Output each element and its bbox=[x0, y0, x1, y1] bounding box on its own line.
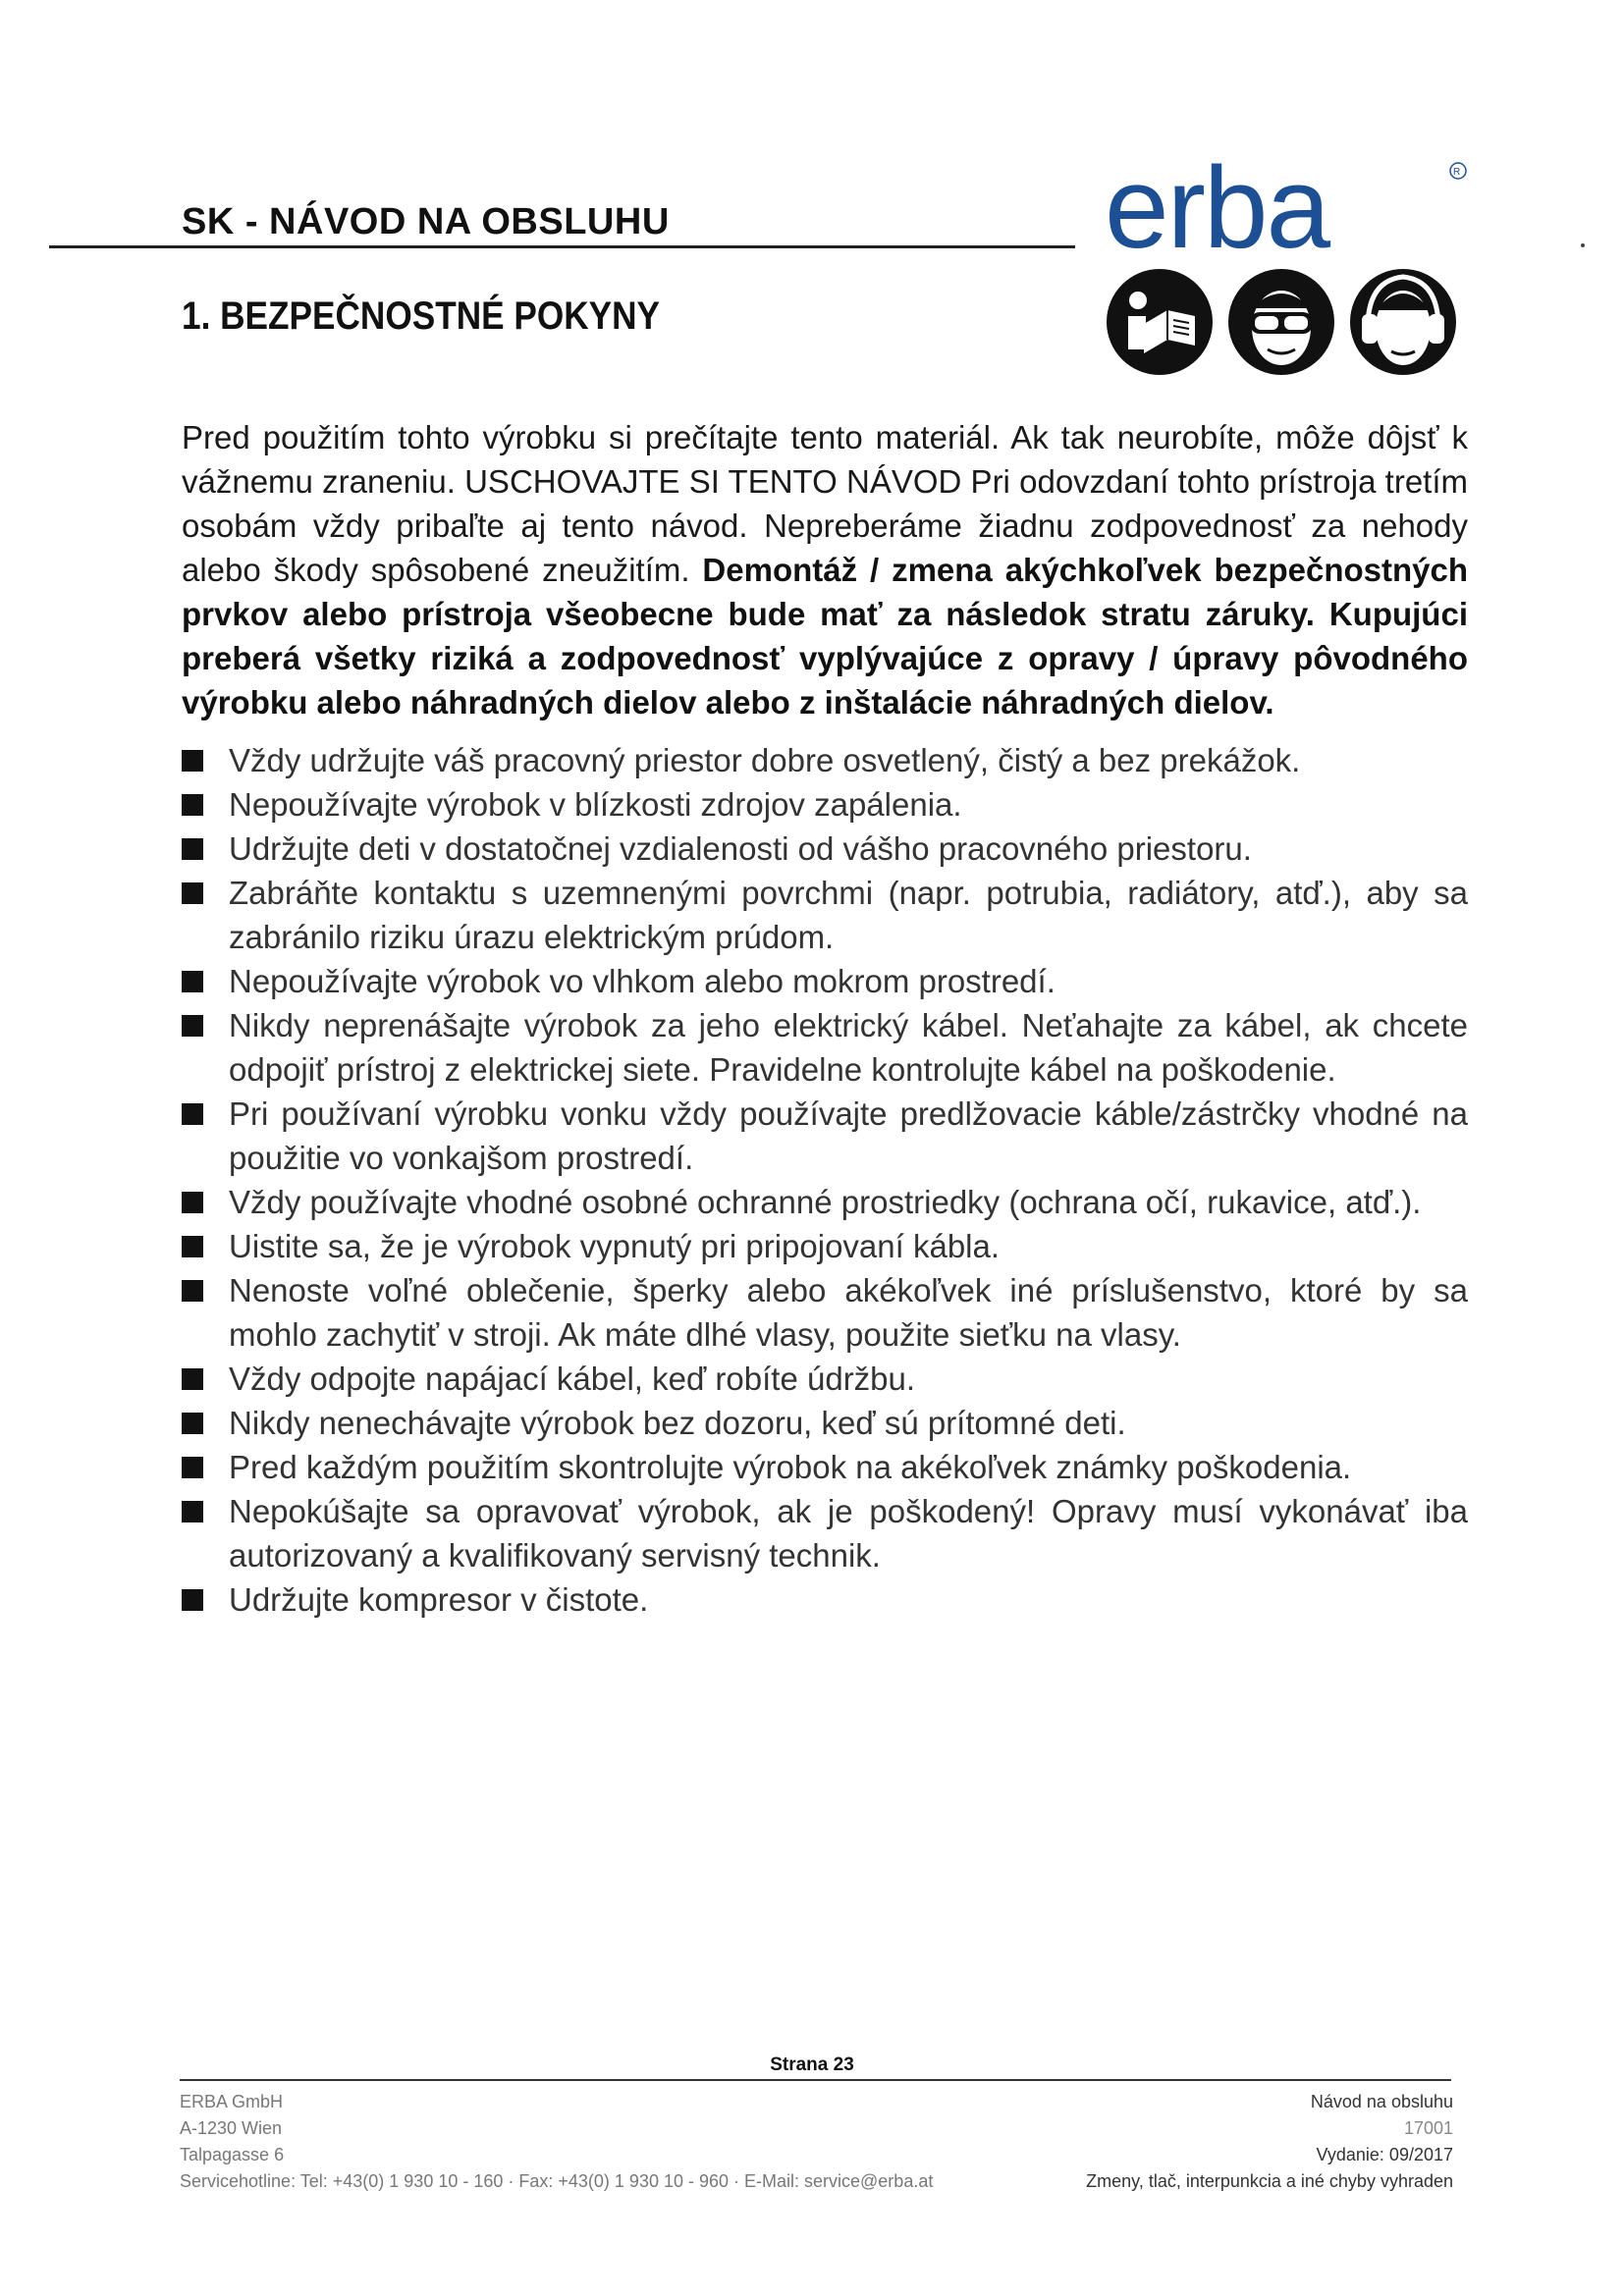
safety-rule-text: Pri používaní výrobku vonku vždy používajte predlžovacie káble/zástrčky vhodné na použitie vo vonkajšom prostredí. bbox=[229, 1095, 1468, 1176]
model-number: 17001 bbox=[1403, 2118, 1453, 2138]
section-title: 1. BEZPEČNOSTNÉ POKYNY bbox=[182, 294, 661, 338]
safety-rule-text: Udržujte kompresor v čistote. bbox=[229, 1581, 649, 1618]
square-bullet-icon bbox=[182, 971, 203, 992]
safety-rule-item bbox=[182, 738, 1468, 782]
footer-divider bbox=[180, 2079, 1451, 2081]
intro-warranty-warning: Demontáž / zmena akýchkoľvek bezpečnostných prvkov alebo prístroja všeobecne bude mať za následok stratu záruky. Kupujúci preberá všetky riziká a zodpovednosť vyplývajúce z opravy / úpravy pôvodného výrobku alebo náhradných dielov alebo z inštalácie náhradných dielov. bbox=[182, 552, 1468, 721]
safety-rule-item bbox=[182, 827, 1468, 871]
safety-rule-text: Nepoužívajte výrobok v blízkosti zdrojov zapálenia. bbox=[229, 786, 962, 823]
square-bullet-icon bbox=[182, 1501, 203, 1522]
safety-rule-item bbox=[182, 1445, 1468, 1489]
read-manual-icon bbox=[1107, 269, 1213, 375]
safety-rule-item bbox=[182, 959, 1468, 1003]
safety-rule-text: Vždy používajte vhodné osobné ochranné prostriedky (ochrana očí, rukavice, atď.). bbox=[229, 1184, 1422, 1220]
safety-rule-item bbox=[182, 782, 1468, 827]
safety-rule-item bbox=[182, 1489, 1468, 1577]
safety-rule-item bbox=[182, 1180, 1468, 1224]
safety-rule-text: Uistite sa, že je výrobok vypnutý pri pripojovaní kábla. bbox=[229, 1228, 1001, 1264]
safety-rule-text: Zabráňte kontaktu s uzemnenými povrchmi (napr. potrubia, radiátory, atď.), aby sa zabránilo riziku úrazu elektrickým prúdom. bbox=[229, 875, 1468, 955]
safety-rule-text: Nenoste voľné oblečenie, šperky alebo akékoľvek iné príslušenstvo, ktoré by sa mohlo zachytiť v stroji. Ak máte dlhé vlasy, použite sieťku na vlasy. bbox=[229, 1272, 1468, 1353]
intro-text: Pred použitím tohto výrobku si prečítajte tento materiál. Ak tak neurobíte, môže dôjsť k vážnemu zraneniu. USCHOVAJTE SI TENTO NÁVOD Pri odovzdaní tohto prístroja tretím osobám vždy pribaľte aj tento návod. Nepreberáme žiadnu zodpovednosť za nehody alebo škody spôsobené zneužitím. bbox=[182, 419, 1468, 588]
logo-text: erba bbox=[1105, 157, 1329, 260]
safety-rule-item bbox=[182, 1224, 1468, 1268]
safety-rule-item bbox=[182, 1357, 1468, 1401]
safety-rule-text: Udržujte deti v dostatočnej vzdialenosti od vášho pracovného priestoru. bbox=[229, 830, 1252, 867]
safety-rule-item bbox=[182, 1092, 1468, 1180]
square-bullet-icon bbox=[182, 1368, 203, 1390]
page-number: Strana 23 bbox=[770, 2055, 854, 2075]
square-bullet-icon bbox=[182, 1413, 203, 1434]
square-bullet-icon bbox=[182, 750, 203, 772]
square-bullet-icon bbox=[182, 1103, 203, 1125]
safety-rule-text: Nikdy nenechávajte výrobok bez dozoru, keď sú prítomné deti. bbox=[229, 1405, 1126, 1441]
safety-rule-item bbox=[182, 871, 1468, 959]
safety-rule-text: Nikdy neprenášajte výrobok za jeho elektrický kábel. Neťahajte za kábel, ak chcete odpojiť prístroj z elektrickej siete. Pravidelne kontrolujte kábel na poškodenie. bbox=[229, 1007, 1468, 1088]
safety-rule-text: Vždy odpojte napájací kábel, keď robíte údržbu. bbox=[229, 1361, 916, 1397]
intro-paragraph bbox=[182, 415, 1468, 724]
square-bullet-icon bbox=[182, 838, 203, 860]
disclaimer: Zmeny, tlač, interpunkcia a iné chyby vyhraden bbox=[1086, 2171, 1453, 2191]
square-bullet-icon bbox=[182, 1236, 203, 1257]
safety-icons bbox=[1105, 267, 1458, 377]
document-type: Návod na obsluhu bbox=[1310, 2092, 1453, 2111]
square-bullet-icon bbox=[182, 1192, 203, 1213]
square-bullet-icon bbox=[182, 1015, 203, 1037]
safety-rules-list bbox=[182, 738, 1468, 1622]
square-bullet-icon bbox=[182, 794, 203, 816]
company-street: Talpagasse 6 bbox=[180, 2145, 285, 2164]
ear-protection-icon bbox=[1350, 269, 1456, 375]
square-bullet-icon bbox=[182, 1280, 203, 1302]
safety-rule-item bbox=[182, 1268, 1468, 1357]
square-bullet-icon bbox=[182, 1589, 203, 1611]
safety-rule-item bbox=[182, 1003, 1468, 1092]
safety-rule-text: Pred každým použitím skontrolujte výrobok na akékoľvek známky poškodenia. bbox=[229, 1449, 1352, 1485]
eye-protection-icon bbox=[1228, 269, 1334, 375]
footer-company-info bbox=[180, 2089, 933, 2195]
safety-rule-item bbox=[182, 1401, 1468, 1445]
erba-logo bbox=[1105, 157, 1478, 260]
square-bullet-icon bbox=[182, 882, 203, 904]
company-name: ERBA GmbH bbox=[180, 2092, 284, 2111]
safety-rule-text: Nepoužívajte výrobok vo vlhkom alebo mokrom prostredí. bbox=[229, 963, 1056, 999]
header-title: SK - NÁVOD NA OBSLUHU bbox=[182, 201, 670, 242]
stray-dot bbox=[1581, 243, 1585, 247]
safety-rule-text: Vždy udržujte váš pracovný priestor dobre osvetlený, čistý a bez prekážok. bbox=[229, 742, 1301, 778]
footer-document-info bbox=[1086, 2089, 1453, 2195]
header-divider bbox=[49, 245, 1075, 248]
company-city: A-1230 Wien bbox=[180, 2118, 283, 2138]
safety-rule-text: Nepokúšajte sa opravovať výrobok, ak je poškodený! Opravy musí vykonávať iba autorizovaný a kvalifikovaný servisný technik. bbox=[229, 1493, 1468, 1574]
svg-text:R: R bbox=[1453, 167, 1461, 178]
service-hotline: Servicehotline: Tel: +43(0) 1 930 10 - 160 · Fax: +43(0) 1 930 10 - 960 · E-Mail: service@erba.at bbox=[180, 2171, 934, 2191]
edition: Vydanie: 09/2017 bbox=[1316, 2145, 1453, 2164]
safety-rule-item bbox=[182, 1577, 1468, 1622]
square-bullet-icon bbox=[182, 1457, 203, 1478]
